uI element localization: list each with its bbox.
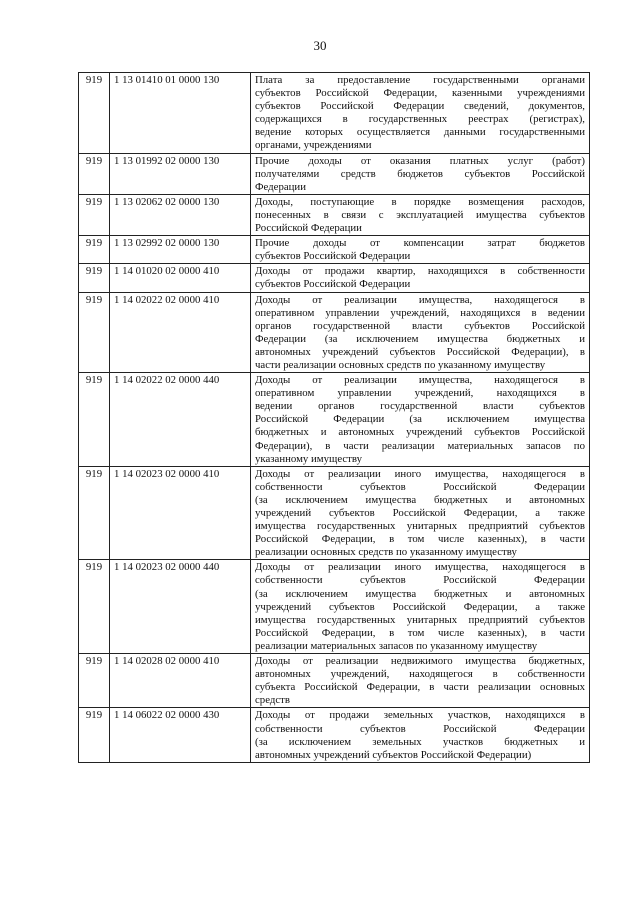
description-line: Прочие доходы от оказания платных услуг (работ): [255, 154, 585, 167]
revenue-description-cell: [251, 373, 590, 467]
description-line: имущества государственных унитарных предприятий субъектов: [255, 520, 585, 533]
description-line: Прочие доходы от компенсации затрат бюджетов: [255, 237, 585, 250]
description-line: оперативном управлении учреждений, находящихся в ведении: [255, 306, 585, 319]
revenue-description-cell: [251, 654, 590, 708]
admin-code-cell: 919: [79, 236, 110, 264]
admin-code-cell: 919: [79, 264, 110, 292]
description-line: субъектов Российской Федерации сведений, документов,: [255, 100, 585, 113]
admin-code-cell: 919: [79, 73, 110, 154]
description-line: Российской Федерации (за исключением имущества: [255, 413, 585, 426]
description-line: Доходы от реализации иного имущества, находящегося в: [255, 561, 585, 574]
budget-code-cell: 1 13 02992 02 0000 130: [110, 236, 251, 264]
budget-code-cell: 1 13 02062 02 0000 130: [110, 194, 251, 235]
description-line: Российской Федерации, в том числе казенных), в части: [255, 626, 585, 639]
admin-code-cell: 919: [79, 654, 110, 708]
description-line: части реализации основных средств по указанному имуществу: [255, 358, 546, 371]
description-line: учреждений субъектов Российской Федерации, а также: [255, 600, 585, 613]
description-line: (за исключением имущества бюджетных и автономных: [255, 493, 585, 506]
revenue-description-cell: [251, 153, 590, 194]
description-line: Доходы от продажи квартир, находящихся в собственности: [255, 265, 585, 278]
description-line: содержащихся в государственных реестрах (регистрах),: [255, 113, 585, 126]
table-row: [79, 654, 590, 708]
revenue-classification-table: [78, 72, 590, 763]
admin-code-cell: 919: [79, 153, 110, 194]
description-line: средств: [255, 694, 290, 707]
description-line: собственности субъектов Российской Федерации: [255, 574, 585, 587]
table-row: [79, 466, 590, 560]
admin-code-cell: 919: [79, 373, 110, 467]
table-row: [79, 708, 590, 762]
budget-code-cell: 1 14 01020 02 0000 410: [110, 264, 251, 292]
description-line: (за исключением имущества бюджетных и автономных: [255, 587, 585, 600]
description-line: собственности субъектов Российской Федерации: [255, 722, 585, 735]
description-line: Доходы, поступающие в порядке возмещения расходов,: [255, 195, 585, 208]
description-line: Плата за предоставление государственными органами: [255, 74, 585, 86]
description-line: автономных учреждений, находящегося в собственности: [255, 668, 585, 681]
description-line: субъектов Российской Федерации: [255, 278, 411, 291]
admin-code-cell: 919: [79, 292, 110, 373]
table-row: [79, 73, 590, 154]
budget-code-cell: 1 14 02023 02 0000 440: [110, 560, 251, 654]
description-line: органами, учреждениями: [255, 139, 372, 152]
table-body: [79, 73, 590, 763]
description-line: Доходы от реализации имущества, находящегося в: [255, 374, 585, 387]
budget-code-cell: 1 14 02022 02 0000 440: [110, 373, 251, 467]
description-line: Доходы от реализации недвижимого имущества бюджетных,: [255, 655, 585, 668]
description-line: Доходы от реализации имущества, находящегося в: [255, 293, 585, 306]
revenue-description-cell: [251, 292, 590, 373]
budget-code-cell: 1 14 02028 02 0000 410: [110, 654, 251, 708]
description-line: субъектов Российской Федерации, казенными учреждениями: [255, 87, 585, 100]
description-line: (за исключением земельных участков бюджетных и: [255, 735, 585, 748]
budget-code-cell: 1 13 01992 02 0000 130: [110, 153, 251, 194]
revenue-description-cell: [251, 236, 590, 264]
description-line: реализации основных средств по указанному имуществу: [255, 546, 517, 559]
page-number: 30: [313, 38, 327, 53]
budget-code-cell: 1 13 01410 01 0000 130: [110, 73, 251, 154]
table-row: [79, 236, 590, 264]
table-row: [79, 373, 590, 467]
description-line: Российской Федерации: [255, 222, 362, 235]
description-line: имущества государственных унитарных предприятий субъектов: [255, 613, 585, 626]
description-line: указанному имуществу: [255, 452, 363, 465]
table-row: [79, 264, 590, 292]
description-line: Российской Федерации, в том числе казенных), в части: [255, 533, 585, 546]
description-line: ведение которых осуществляется данными государственными: [255, 126, 585, 139]
revenue-description-cell: [251, 466, 590, 560]
description-line: ведении органов государственной власти субъектов: [255, 400, 585, 413]
description-line: понесенных в связи с эксплуатацией имущества субъектов: [255, 208, 585, 221]
table-row: [79, 153, 590, 194]
admin-code-cell: 919: [79, 466, 110, 560]
table-row: [79, 194, 590, 235]
description-line: собственности субъектов Российской Федерации: [255, 480, 585, 493]
revenue-description-cell: [251, 708, 590, 762]
budget-code-cell: 1 14 06022 02 0000 430: [110, 708, 251, 762]
description-line: Доходы от реализации иного имущества, находящегося в: [255, 467, 585, 480]
revenue-description-cell: [251, 264, 590, 292]
description-line: автономных учреждений субъектов Российской Федерации): [255, 748, 532, 761]
budget-code-cell: 1 14 02022 02 0000 410: [110, 292, 251, 373]
description-line: Федерации (за исключением имущества бюджетных и: [255, 332, 585, 345]
description-line: субъектов Российской Федерации: [255, 250, 411, 263]
description-line: реализации материальных запасов по указанному имуществу: [255, 639, 538, 652]
revenue-description-cell: [251, 560, 590, 654]
description-line: Федерации: [255, 180, 306, 193]
description-line: Доходы от продажи земельных участков, находящихся в: [255, 709, 585, 722]
revenue-description-cell: [251, 73, 590, 154]
budget-code-cell: 1 14 02023 02 0000 410: [110, 466, 251, 560]
admin-code-cell: 919: [79, 560, 110, 654]
description-line: Федерации), в части реализации материальных запасов по: [255, 439, 585, 452]
description-line: оперативном управлении учреждений, находящихся в: [255, 387, 585, 400]
admin-code-cell: 919: [79, 708, 110, 762]
description-line: получателями средств бюджетов субъектов Российской: [255, 167, 585, 180]
description-line: автономных учреждений субъектов Российской Федерации), в: [255, 345, 585, 358]
description-line: бюджетных и автономных учреждений субъектов Российской: [255, 426, 585, 439]
revenue-description-cell: [251, 194, 590, 235]
description-line: субъекта Российской Федерации, в части реализации основных: [255, 681, 585, 694]
table-row: [79, 560, 590, 654]
description-line: органов государственной власти субъектов Российской: [255, 319, 585, 332]
table-row: [79, 292, 590, 373]
admin-code-cell: 919: [79, 194, 110, 235]
description-line: учреждений субъектов Российской Федерации, а также: [255, 507, 585, 519]
